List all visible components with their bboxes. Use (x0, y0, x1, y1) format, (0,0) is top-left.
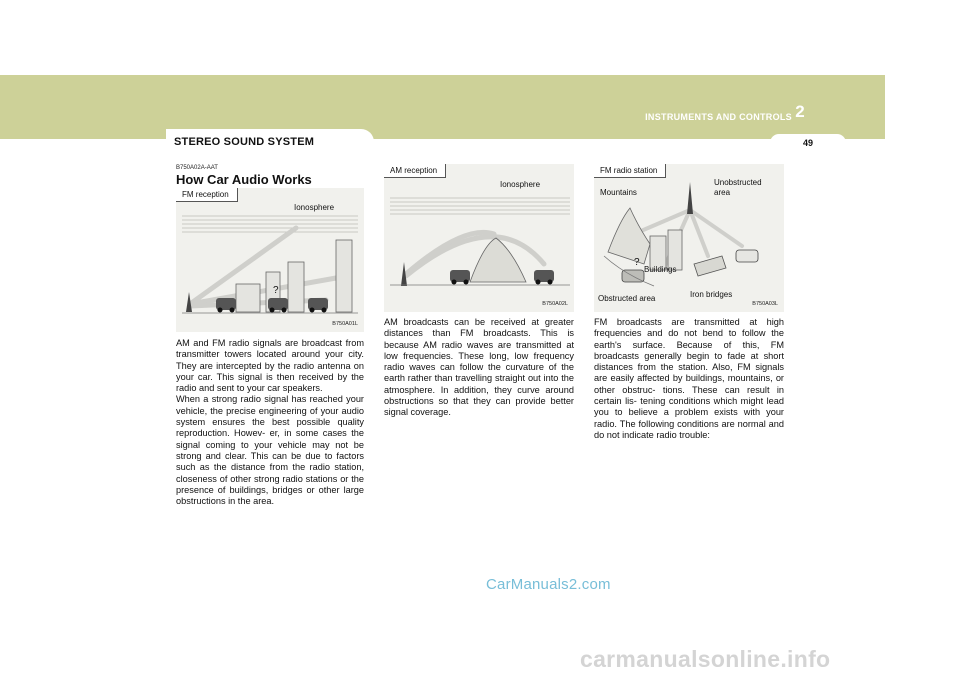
fm-figure-code: B750A01L (332, 321, 358, 327)
am-figure-code: B750A02L (542, 301, 568, 307)
chapter-header-band (0, 75, 885, 139)
chapter-number: 2 (795, 102, 805, 121)
col1-paragraph-2: When a strong radio signal has reached your vehicle, the precise engineering of your audio system ensures the best possible quality reproduction. Howev- er, in some cases the signal coming to your vehicle may not be strong and clear. This can be due to factors such as the distance from the radio station, closeness of other strong radio stations or the presence of buildings, bridges or other large obstructions in the area. (176, 394, 364, 507)
fm-reception-illustration (176, 188, 364, 332)
carmanuals2-watermark[interactable]: CarManuals2.com (486, 576, 611, 593)
fm-question-mark: ? (273, 285, 279, 296)
am-reception-tab: AM reception (384, 164, 446, 178)
fm-station-tab: FM radio station (594, 164, 666, 178)
am-reception-illustration (384, 164, 574, 312)
figure-fm-radio-station (594, 164, 784, 312)
am-ionosphere-label: Ionosphere (500, 180, 541, 189)
carmanualsonline-watermark[interactable]: carmanualsonline.info (580, 646, 831, 672)
fm-ionosphere-label: Ionosphere (294, 203, 335, 212)
page-number: 49 (770, 134, 846, 152)
iron-bridges-label: Iron bridges (690, 290, 733, 299)
section-code: B750A02A-AAT (176, 165, 218, 171)
mountains-label: Mountains (600, 188, 637, 197)
section-heading: How Car Audio Works (176, 172, 312, 187)
col2-paragraph-1: AM broadcasts can be received at greater distances than FM broadcasts. This is because AM radio waves are transmitted at low frequencies. These long, low frequency radio waves can follow the curvature of the earth rather than travelling straight out into the atmosphere. In addition, they curve around obstructions so that they can provide better signal coverage. (384, 317, 574, 418)
col1-paragraph-1: AM and FM radio signals are broadcast from transmitter towers located around your city. They are intercepted by the radio antenna on your car. This signal is then received by the radio and sent to your car speakers. (176, 338, 364, 394)
buildings-label: Buildings (644, 265, 677, 274)
fm-reception-tab: FM reception (176, 188, 238, 202)
unobstructed-area-label: Unobstructed area (714, 178, 762, 197)
column-1-text (176, 338, 364, 507)
fm-station-figure-code: B750A03L (752, 301, 778, 307)
col3-paragraph-1: FM broadcasts are transmitted at high frequencies and do not bend to follow the earth's surface. Because of this, FM broadcasts generally begin to fade at short distances from the station. Also, FM signals are easily affected by buildings, mountains, or other obstruc- tions. These can result in certain lis- tening conditions which might lead you to believe a problem exists with your radio. The following conditions are normal and do not indicate radio trouble: (594, 317, 784, 440)
column-2-text (384, 317, 574, 419)
chapter-title: INSTRUMENTS AND CONTROLS (645, 112, 792, 122)
fm-question-mark-2: ? (634, 257, 640, 268)
column-3-text (594, 317, 784, 441)
figure-fm-reception (176, 188, 364, 332)
section-title: STEREO SOUND SYSTEM (166, 129, 374, 155)
figure-am-reception (384, 164, 574, 312)
obstructed-area-label: Obstructed area (598, 294, 656, 303)
